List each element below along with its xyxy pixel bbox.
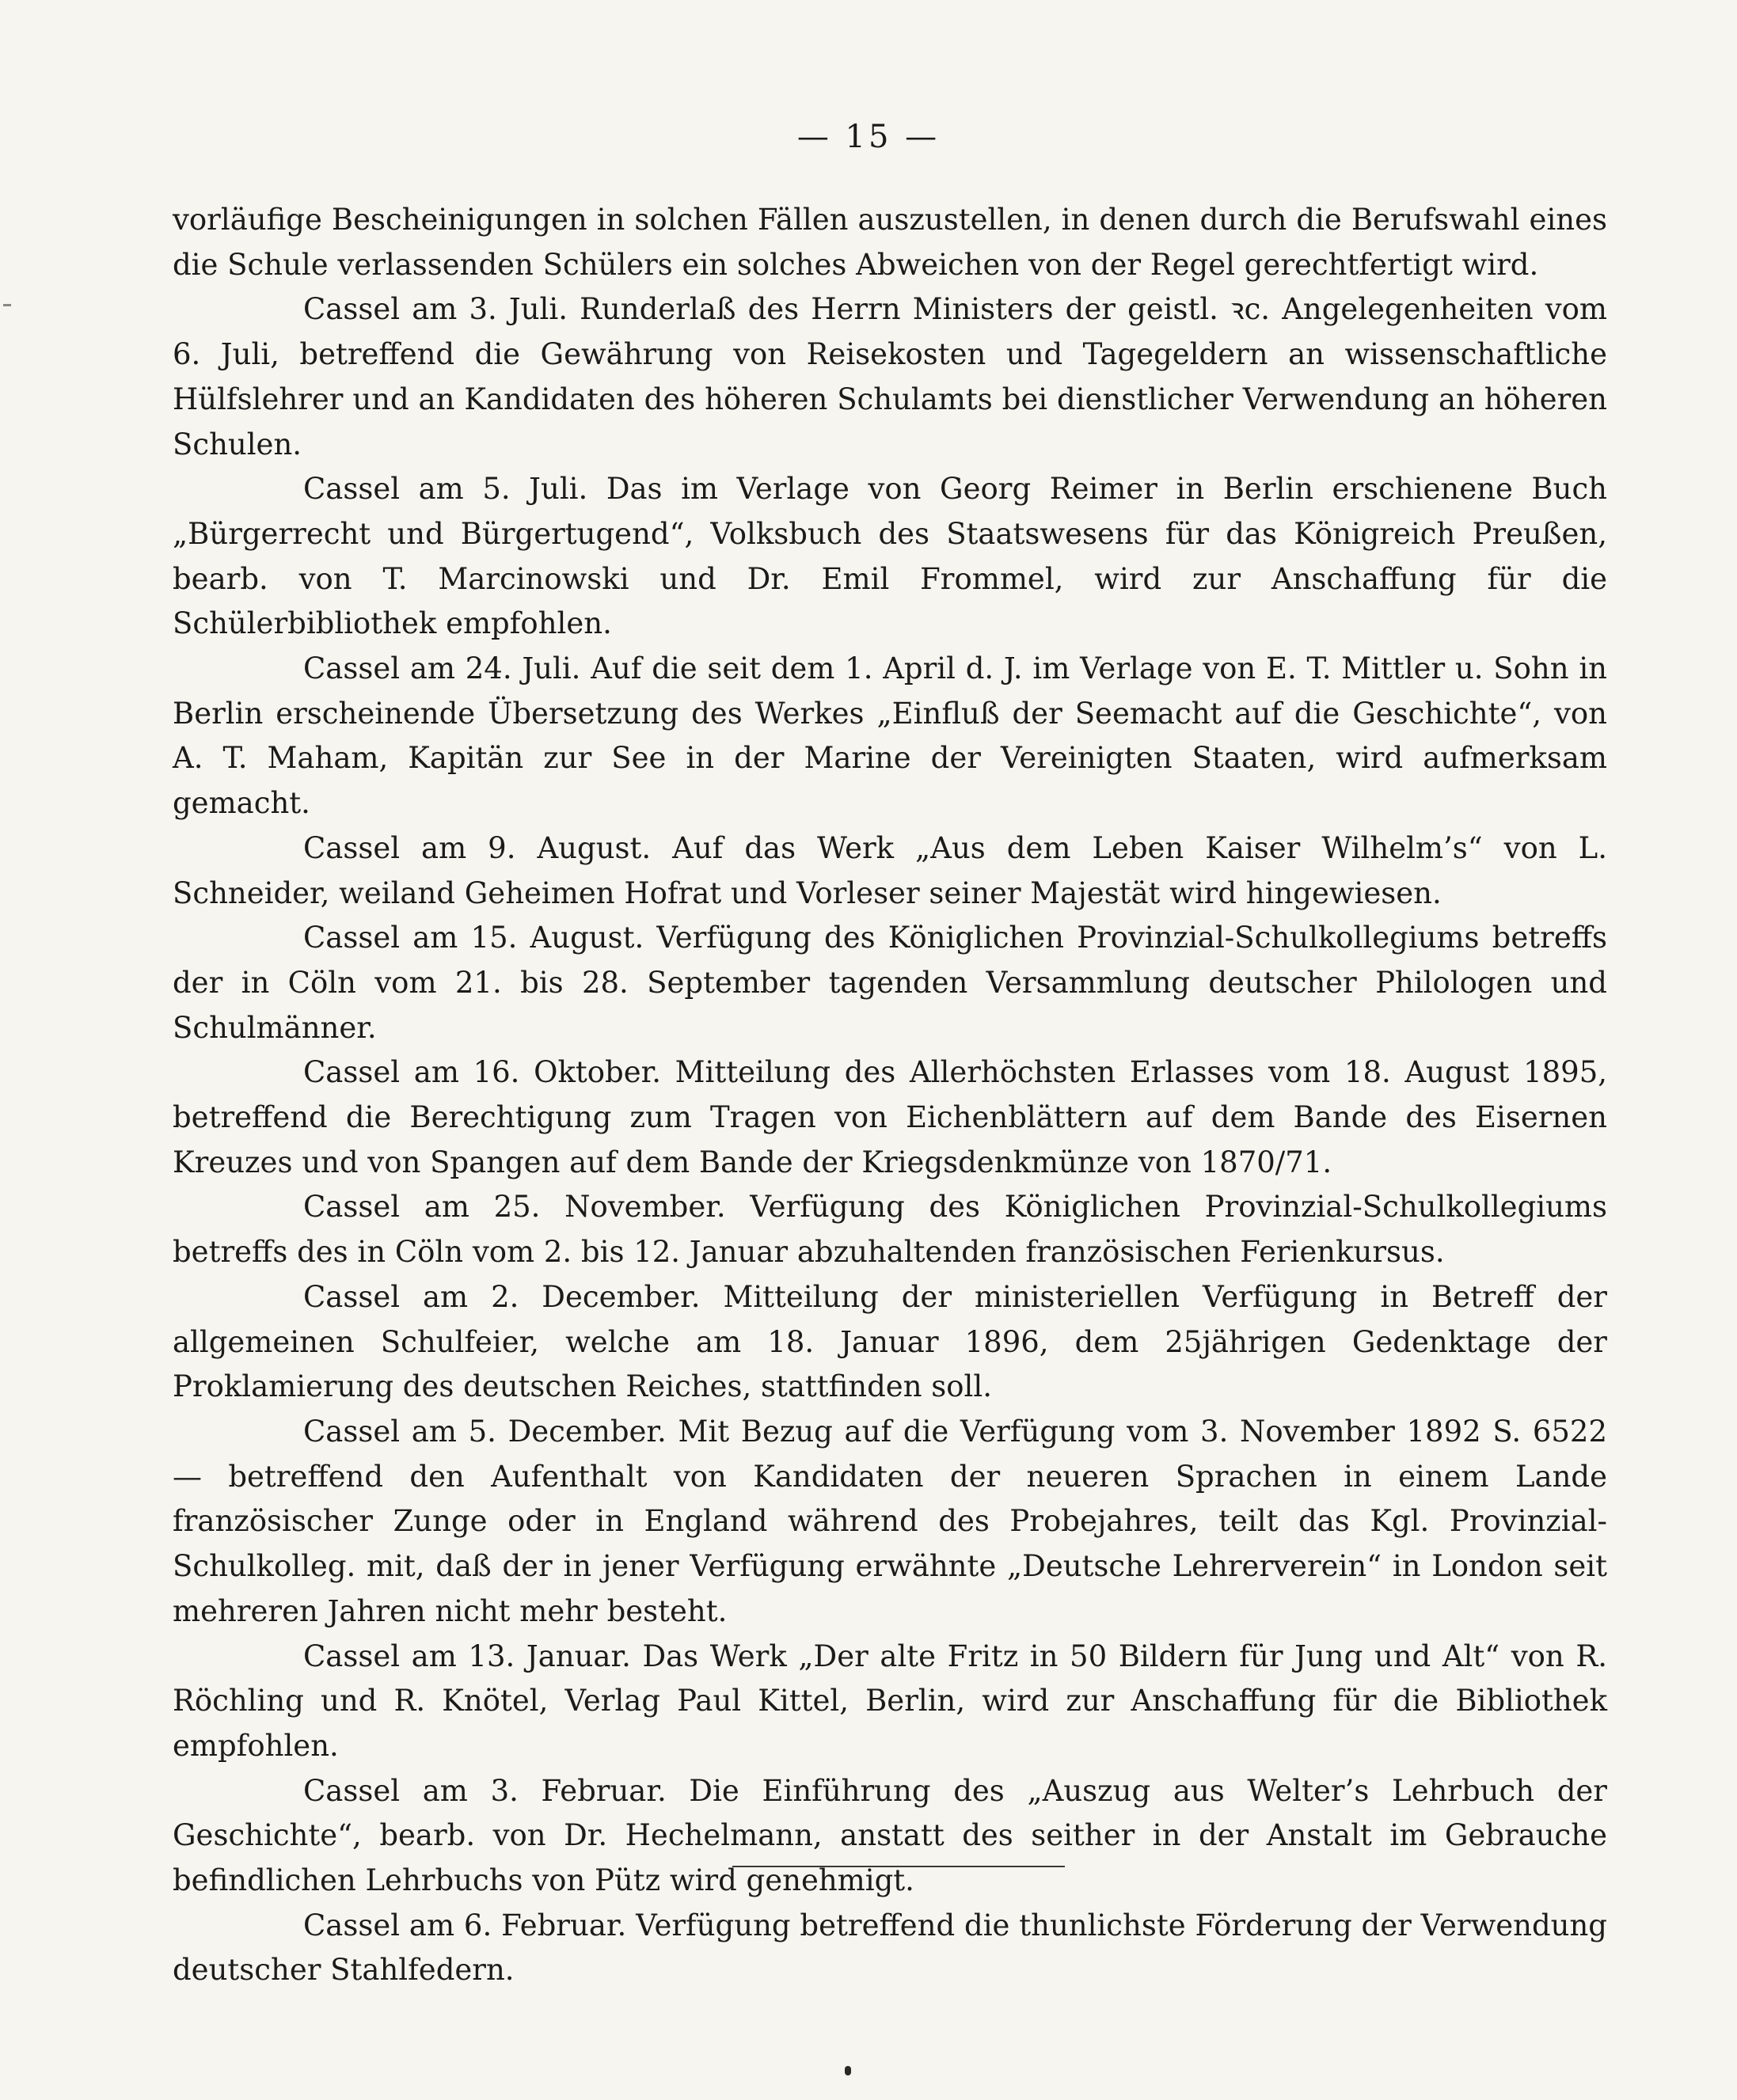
closing-rule: [732, 1866, 1065, 1867]
paragraph-entry: Cassel am 5. Juli. Das im Verlage von Georg Reimer in Berlin erschienene Buch „Bürgerrecht und Bürgertugend“, Volksbuch des Staatswesens für das Königreich Preußen, bearb. von T. Marcinowski und Dr. Emil Frommel, wird zur Anschaffung für die Schülerbibliothek empfohlen.: [173, 472, 1607, 641]
paragraph-entry: Cassel am 2. December. Mitteilung der ministeriellen Verfügung in Betreff der allgemeinen Schulfeier, welche am 18. Januar 1896, dem 25jährigen Gedenktage der Proklamierung des deutschen Reiches, stattfinden soll.: [173, 1279, 1607, 1404]
paragraph-entry: Cassel am 13. Januar. Das Werk „Der alte Fritz in 50 Bildern für Jung und Alt“ von R. Röchling und R. Knötel, Verlag Paul Kittel, Berlin, wird zur Anschaffung für die Bibliothek empfohlen.: [173, 1639, 1607, 1763]
body-text: [173, 198, 1607, 1993]
paragraph-entry: Cassel am 3. Juli. Runderlaß des Herrn Ministers der geistl. ꝛc. Angelegenheiten vom 6. Juli, betreffend die Gewährung von Reisekosten und Tagegeldern an wissenschaftliche Hülfslehrer und an Kandidaten des höheren Schulamts bei dienstlicher Verwendung an höheren Schulen.: [173, 292, 1607, 461]
paragraph-entry: Cassel am 16. Oktober. Mitteilung des Allerhöchsten Erlasses vom 18. August 1895, betreffend die Berechtigung zum Tragen von Eichenblättern auf dem Bande des Eisernen Kreuzes und von Spangen auf dem Bande der Kriegsdenkmünze von 1870/71.: [173, 1055, 1607, 1179]
ink-speck: [845, 2066, 851, 2075]
paragraph-entry: Cassel am 3. Februar. Die Einführung des „Auszug aus Welter’s Lehrbuch der Geschichte“, bearb. von Dr. Hechelmann, anstatt des seither in der Anstalt im Gebrauche befindlichen Lehrbuchs von Pütz wird genehmigt.: [173, 1773, 1607, 1898]
paragraph-entry: Cassel am 6. Februar. Verfügung betreffend die thunlichste Förderung der Verwendung deutscher Stahlfedern.: [173, 1908, 1607, 1988]
paragraph-entry: Cassel am 5. December. Mit Bezug auf die Verfügung vom 3. November 1892 S. 6522 — betreffend den Aufenthalt von Kandidaten der neueren Sprachen in einem Lande französischer Zunge oder in England während des Probejahres, teilt das Kgl. Provinzial-Schulkolleg. mit, daß der in jener Verfügung erwähnte „Deutsche Lehrerverein“ in London seit mehreren Jahren nicht mehr besteht.: [173, 1414, 1607, 1628]
paragraph-entry: Cassel am 24. Juli. Auf die seit dem 1. April d. J. im Verlage von E. T. Mittler u. Sohn in Berlin erscheinende Übersetzung des Werkes „Einfluß der Seemacht auf die Geschichte“, von A. T. Maham, Kapitän zur See in der Marine der Vereinigten Staaten, wird aufmerksam gemacht.: [173, 651, 1607, 821]
paragraph-entry: Cassel am 15. August. Verfügung des Königlichen Provinzial-Schulkollegiums betreffs der in Cöln vom 21. bis 28. September tagenden Versammlung deutscher Philologen und Schulmänner.: [173, 921, 1607, 1045]
paragraph-entry: Cassel am 9. August. Auf das Werk „Aus dem Leben Kaiser Wilhelm’s“ von L. Schneider, weiland Geheimen Hofrat und Vorleser seiner Majestät wird hingewiesen.: [173, 830, 1607, 910]
margin-mark: [3, 304, 11, 306]
paragraph-continuation: vorläufige Bescheinigungen in solchen Fällen auszustellen, in denen durch die Berufswahl eines die Schule verlassenden Schülers ein solches Abweichen von der Regel gerechtfertigt wird.: [173, 203, 1607, 282]
page-number: — 15 —: [796, 119, 941, 155]
paragraph-entry: Cassel am 25. November. Verfügung des Königlichen Provinzial-Schulkollegiums betreffs des in Cöln vom 2. bis 12. Januar abzuhaltenden französischen Ferienkursus.: [173, 1190, 1607, 1270]
